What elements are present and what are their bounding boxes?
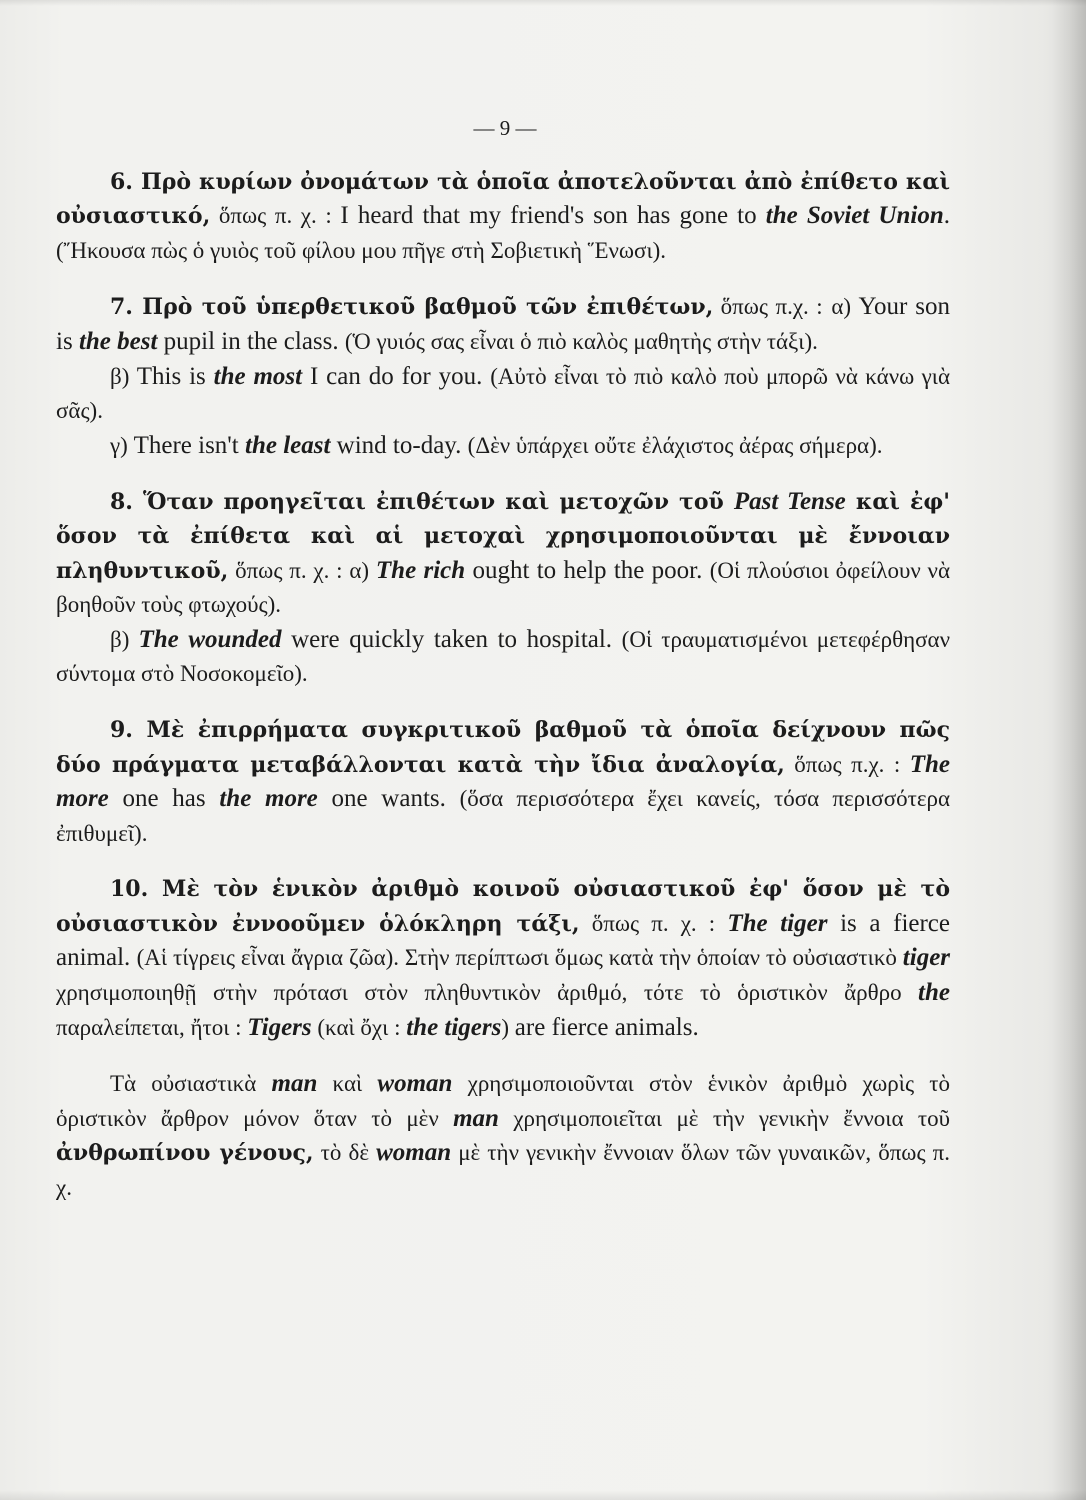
section-10-italic-2: tiger (902, 944, 951, 972)
section-10-greek-4: (καὶ ὄχι : (311, 1014, 407, 1040)
section-6-opos: ὅπως π. χ. : (210, 203, 341, 229)
section-7-para-b (56, 360, 950, 429)
section-7-label-a: α) (831, 294, 859, 320)
section-10-opos: ὅπως π. χ. : (579, 910, 728, 936)
section-8-para-b (56, 623, 950, 692)
section-8-greek-2: (Οἱ τραυματισμένοι μετεφέρθησαν σύντομα στὸ Νοσοκομεῖο). (56, 626, 950, 687)
section-7-b-italic: the most (213, 362, 303, 390)
section-10-greek-3: παραλείπεται, ἤτοι : (56, 1014, 248, 1040)
section-9-italic-2: the more (219, 785, 318, 813)
section-7-opos: ὅπως π.χ. : (713, 294, 823, 320)
final-greek-3: χρησιμοποιοῦνται στὸν ἑνικὸν ἀριθμὸ χωρὶς τὸ ὁριστικὸν ἄρθρον μόνον ὅταν τὸ μὲν (56, 1071, 951, 1131)
section-8-italic-2: The wounded (138, 625, 282, 653)
final-italic-man: man (271, 1070, 318, 1098)
section-8-heading-2: καὶ ἐφ' ὅσον τὰ ἐπίθετα καὶ αἱ μετοχαὶ χρησιμοποιοῦνται μὲ ἔννοιαν πληθυντικοῦ, (56, 489, 950, 584)
section-7-a-english-2: pupil in the class. (157, 327, 345, 355)
final-greek-6: μὲ τὴν γενικὴν ἔννοιαν ὅλων τῶν γυναικῶν, ὅπως π. χ. (56, 1140, 951, 1201)
section-7-para-c (56, 429, 950, 464)
section-10 (56, 873, 950, 1045)
final-italic-woman-2: woman (376, 1139, 452, 1167)
section-8-label-b: β) (110, 626, 139, 652)
section-7-c-italic: the least (245, 431, 331, 459)
section-10-greek-1: (Αἱ τίγρεις εἶναι ἄγρια ζῶα). Στὴν περίπτωσι ὅμως κατὰ τὴν ὁποίαν τὸ οὐσιαστικὸ (136, 945, 903, 971)
section-7-a-greek: (Ὁ γυιός σας εἶναι ὁ πιὸ καλὸς μαθητὴς στὴν τάξι). (344, 328, 818, 354)
section-7-para-a (56, 290, 950, 359)
section-6 (56, 166, 950, 269)
section-8 (56, 485, 950, 692)
final-greek-4: χρησιμοποιεῖται μὲ τὴν γενικὴν ἔννοια τοῦ (498, 1105, 950, 1131)
section-7-a-english-1: Your son is (56, 293, 951, 355)
section-7-label-b: β) (110, 363, 137, 389)
page-spine-shadow (1052, 0, 1086, 1500)
section-9-english-2: one wants. (317, 785, 460, 813)
section-6-greek-translation: (Ἤκουσα πὼς ὁ γυιὸς τοῦ φίλου μου πῆγε στὴ Σοβιετικὴ Ἕνωσι). (56, 237, 667, 263)
section-8-english-2: were quickly taken to hospital. (281, 625, 622, 653)
section-7 (56, 290, 950, 463)
section-7-b-greek: (Αὐτὸ εἶναι τὸ πιὸ καλὸ ποὺ μπορῶ νὰ κάνω γιὰ σᾶς). (56, 363, 951, 424)
section-10-greek-2: χρησιμοποιηθῇ στὴν πρότασι στὸν πληθυντικὸν ἀριθμό, τότε τὸ ὁριστικὸν ἄρθρο (56, 980, 919, 1006)
final-greek-1: Τὰ οὐσιαστικὰ (110, 1071, 272, 1097)
section-7-b-english-1: This is (136, 362, 214, 390)
page-content (56, 112, 950, 1206)
final-greek-2: καὶ (317, 1071, 378, 1097)
section-8-past-tense: Past Tense (733, 488, 846, 516)
section-6-italic-example: the Soviet Union (765, 202, 944, 230)
page-top-shadow (0, 0, 1086, 6)
page-number: — 9 — (473, 116, 537, 140)
section-9-english-1: one has (108, 785, 220, 813)
section-8-para-a (56, 485, 950, 622)
section-6-english-1: I heard that my friend's son has gone to (340, 202, 766, 230)
final-bold-phrase: ἀνθρωπίνου γένους, (56, 1140, 314, 1167)
section-8-heading-1: 8. Ὅταν προηγεῖται ἐπιθέτων καὶ μετοχῶν τοῦ (110, 489, 734, 516)
section-10-italic-5: the tigers (406, 1013, 502, 1041)
section-10-english-1: is a fierce animal. (56, 909, 950, 972)
final-italic-woman: woman (377, 1070, 453, 1098)
section-8-greek-1: (Οἱ πλούσιοι ὀφείλουν νὰ βοηθοῦν τοὺς φτωχούς). (56, 557, 951, 618)
section-8-italic-1: The rich (375, 556, 466, 584)
section-10-english-2: are fierce animals. (514, 1013, 699, 1041)
section-7-b-english-2: I can do for you. (302, 362, 491, 390)
final-greek-5: τὸ δὲ (313, 1140, 377, 1166)
section-7-label-c: γ) (110, 432, 134, 458)
final-italic-man-2: man (453, 1104, 499, 1132)
section-8-english-1: ought to help the poor. (465, 556, 710, 584)
section-10-heading: 10. Μὲ τὸν ἑνικὸν ἀριθμὸ κοινοῦ οὐσιαστικοῦ ἐφ' ὅσον μὲ τὸ οὐσιαστικὸν ἐννοοῦμεν ὁλόκληρη τάξι, (56, 876, 950, 937)
section-10-greek-5: ) (501, 1014, 515, 1040)
section-6-english-2: . (943, 202, 950, 230)
section-7-c-english-2: wind to-day. (330, 431, 468, 459)
section-9-italic-1: The more (56, 750, 950, 813)
section-9-greek: (ὅσα περισσότερα ἔχει κανείς, τόσα περισσότερα ἐπιθυμεῖ). (56, 786, 951, 846)
section-10-italic-4: Tigers (247, 1013, 312, 1041)
section-9-opos: ὅπως π.χ. : (784, 751, 910, 777)
section-9-heading: 9. Μὲ ἐπιρρήματα συγκριτικοῦ βαθμοῦ τὰ ὁποῖα δείχνουν πῶς δύο πράγματα μεταβάλλονται κατὰ τὴν ἴδια ἀναλογία, (56, 716, 950, 778)
section-7-a-italic: the best (78, 327, 158, 355)
section-8-opos: ὅπως π. χ. : α) (228, 557, 376, 583)
section-7-c-english-1: There isn't (133, 431, 245, 459)
final-paragraph (56, 1067, 950, 1205)
section-7-c-greek: (Δὲν ὑπάρχει οὔτε ἐλάχιστος ἀέρας σήμερα). (467, 432, 883, 458)
section-10-italic-3: the (918, 979, 950, 1007)
page-bottom-shadow (0, 1490, 1086, 1500)
section-9 (56, 714, 950, 851)
section-10-italic-1: The tiger (727, 909, 828, 937)
section-7-heading: 7. Πρὸ τοῦ ὑπερθετικοῦ βαθμοῦ τῶν ἐπιθέτων, (110, 294, 714, 321)
section-6-heading: 6. Πρὸ κυρίων ὀνομάτων τὰ ὁποῖα ἀποτελοῦνται ἀπὸ ἐπίθετο καὶ οὐσιαστικό, (56, 168, 950, 230)
